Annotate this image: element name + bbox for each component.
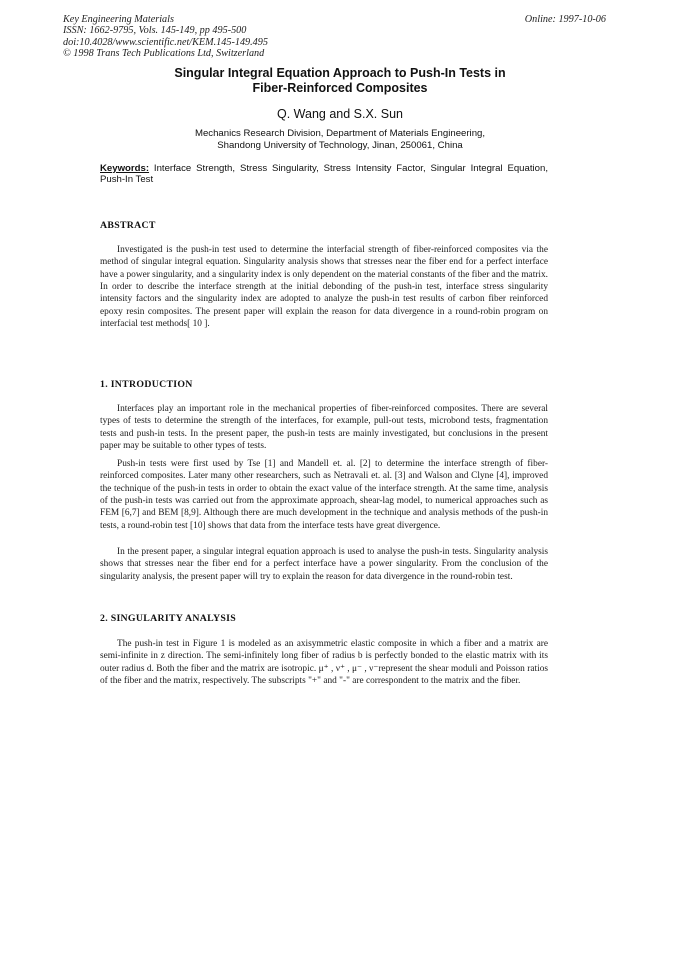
- keywords-label: Keywords:: [100, 163, 150, 174]
- copyright: © 1998 Trans Tech Publications Ltd, Switzerland: [63, 47, 265, 59]
- introduction-heading: 1. INTRODUCTION: [100, 379, 193, 390]
- singularity-analysis-heading: 2. SINGULARITY ANALYSIS: [100, 613, 237, 624]
- abstract-heading: ABSTRACT: [100, 220, 156, 231]
- affiliation-line-2: Shandong University of Technology, Jinan, 250061, China: [217, 139, 463, 151]
- issn-volume: ISSN: 1662-9795, Vols. 145-149, pp 495-500: [63, 25, 247, 37]
- keywords-text: Interface Strength, Stress Singularity, Stress Intensity Factor, Singular Integral Equation, Push-In Test: [100, 163, 548, 186]
- title-line-2: Fiber-Reinforced Composites: [252, 81, 428, 95]
- affiliation-line-1: Mechanics Research Division, Department of Materials Engineering,: [194, 128, 486, 139]
- affiliation: [100, 128, 580, 151]
- abstract-text: Investigated is the push-in test used to determine the interfacial strength of fiber-reinforced composites via the method of singular integral equation. Singularity analysis shows that stresses near the fiber end for a perfect interface have a power singularity, and a singularity index is only dependent on the material constants of the fiber and the matrix. In order to describe the interface strength at the initial debonding of the push-in test, interface stress singularity intensity factors and the singularity index are adopted to analyze the push-in test results of carbon fiber reinforced epoxy resin composites. The present paper will explain the reason for data divergence in a round-robin program on interfacial test methods[ 10 ].: [100, 245, 548, 330]
- authors: Q. Wang and S.X. Sun: [277, 107, 403, 121]
- online-date: Online: 1997-10-06: [524, 14, 606, 25]
- doi: doi:10.4028/www.scientific.net/KEM.145-149.495: [63, 36, 268, 48]
- singularity-analysis-paragraph-1: The push-in test in Figure 1 is modeled as an axisymmetric elastic composite in which a fiber and a matrix are semi-infinite in z direction. The semi-infinitely long fiber of radius b is perfectly bonded to the elastic matrix with its outer radius d. Both the fiber and the matrix are isotropic. μ⁺ , ν⁺ , μ⁻ , ν⁻represent the shear moduli and Poisson ratios of the fiber and the matrix, respectively. The subscripts "+" and "-" are correspondent to the matrix and the fiber.: [100, 639, 548, 687]
- introduction-paragraph-3: In the present paper, a singular integral equation approach is used to analyse the push-in tests. Singularity analysis shows that stresses near the fiber end for a perfect interface have a power singularity. From the conclusion of the singularity analysis, the present paper will try to explain the reason for data divergence in the round-robin test.: [100, 547, 548, 582]
- introduction-paragraph-1: Interfaces play an important role in the mechanical properties of fiber-reinforced composites. There are several types of tests to determine the strength of the interfaces, for example, pull-out tests, microbond tests, fragmentation tests and push-in tests. In the present paper, the push-in tests are mainly investigated, but conclusions in the present paper may be suitable to other types of tests.: [100, 404, 548, 452]
- keywords: [100, 163, 548, 186]
- introduction-paragraph-2: Push-in tests were first used by Tse [1] and Mandell et. al. [2] to determine the interface strength of fiber-reinforced composites. Later many other researchers, such as Netravali et. al. [3] and Walson and Clyne [4], improved the technique of the push-in tests in order to obtain the exact value of the interface strength. At the same time, analysis of the push-in tests was carried out from the approximate approach, shear-lag model, to numerical approaches such as FEM [6,7] and BEM [8,9]. Although there are much development in the technique and analysis methods of the push-in tests, a round-robin test [10] shows that data from the interface tests have great divergence.: [100, 459, 548, 531]
- title-line-1: Singular Integral Equation Approach to Push-In Tests in: [174, 66, 506, 80]
- publication-info: [63, 14, 268, 59]
- paper-title: [100, 66, 580, 96]
- journal-name: Key Engineering Materials: [63, 14, 174, 25]
